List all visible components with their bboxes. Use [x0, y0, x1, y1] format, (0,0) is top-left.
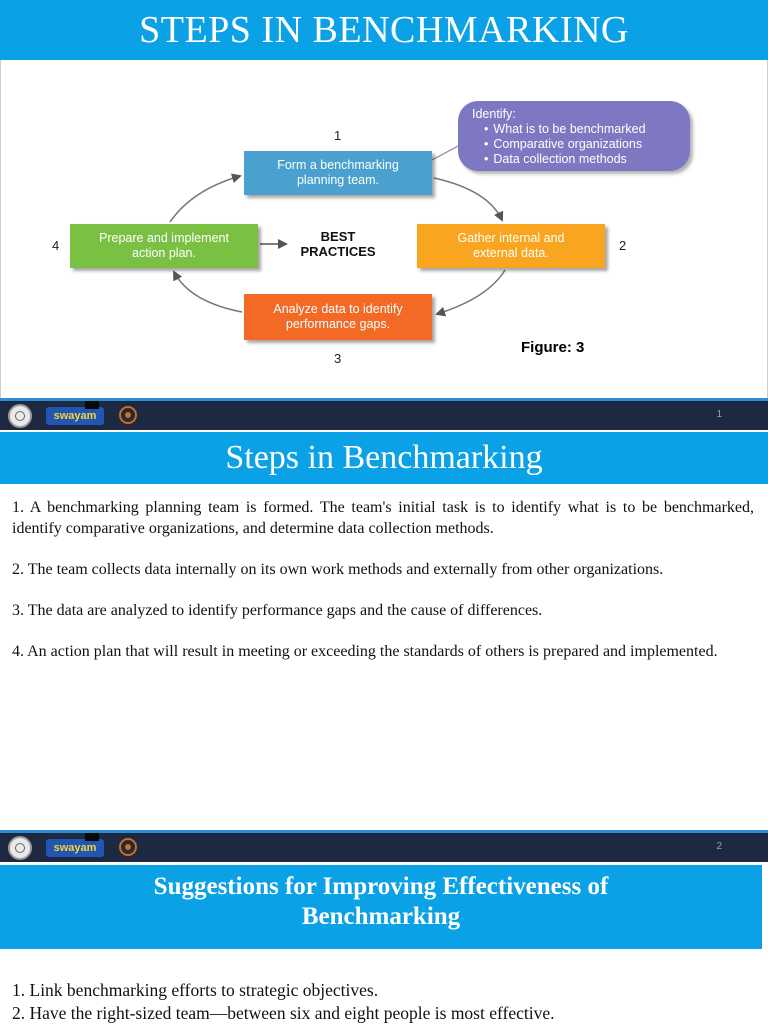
- cycle-arrows: [0, 0, 768, 400]
- identify-item: • Comparative organizations: [484, 137, 676, 152]
- step-3-number: 3: [334, 351, 342, 366]
- graduation-cap-icon: [85, 401, 99, 409]
- step-3-line-2: performance gaps.: [285, 317, 391, 331]
- step-3-line-1: Analyze data to identify: [273, 302, 403, 316]
- step-1-line-2: planning team.: [296, 173, 379, 187]
- list-item: 2. Have the right-sized team—between six and eight people is most effective.: [12, 1003, 555, 1023]
- best-practices-label: [288, 229, 388, 259]
- identify-heading: Identify:: [472, 107, 516, 121]
- step-4-line-1: Prepare and implement: [99, 231, 229, 245]
- swayam-logo: swayam: [46, 839, 104, 857]
- paragraph: 4. An action plan that will result in meeting or exceeding the standards of others is prepared and implemented.: [12, 643, 718, 660]
- slide-2: [0, 432, 768, 832]
- footer-bar-1: [0, 398, 768, 430]
- swayam-logo: swayam: [46, 407, 104, 425]
- step-3-box: [244, 294, 432, 340]
- page-number: 1: [716, 409, 722, 420]
- slide-3-title-line-1: Suggestions for Improving Effectiveness of: [153, 873, 609, 900]
- step-2-box: [417, 224, 605, 268]
- slide-2-body: [12, 497, 754, 682]
- slide-3-title: [0, 865, 762, 949]
- slide-3-title-line-2: Benchmarking: [301, 903, 461, 930]
- institute-seal-icon: [8, 404, 32, 428]
- slide-3: [0, 865, 768, 1024]
- institute-seal-icon: [8, 836, 32, 860]
- slide-1-title: STEPS IN BENCHMARKING: [0, 0, 768, 60]
- slide-2-title: Steps in Benchmarking: [0, 432, 768, 484]
- slide-3-body: [12, 979, 754, 1024]
- paragraph: 2. The team collects data internally on its own work methods and externally from other organizations.: [12, 561, 664, 578]
- graduation-cap-icon: [85, 833, 99, 841]
- step-2-number: 2: [619, 238, 627, 253]
- step-4-number: 4: [52, 238, 60, 253]
- step-2-line-2: external data.: [473, 246, 549, 260]
- arrow-2-to-3: [437, 270, 505, 314]
- nptel-logo-icon: [119, 406, 137, 424]
- paragraph: 3. The data are analyzed to identify performance gaps and the cause of differences.: [12, 602, 543, 619]
- identify-connector: [432, 145, 460, 160]
- arrow-3-to-4: [174, 272, 242, 312]
- slide-1: [0, 0, 768, 400]
- step-1-line-1: Form a benchmarking: [277, 158, 399, 172]
- arrow-4-to-1: [170, 176, 240, 222]
- best-practices-line-2: PRACTICES: [300, 244, 376, 259]
- step-2-line-1: Gather internal and: [457, 231, 565, 245]
- step-1-number: 1: [334, 128, 342, 143]
- arrow-1-to-2: [434, 178, 502, 220]
- best-practices-line-1: BEST: [320, 229, 356, 244]
- paragraph: 1. A benchmarking planning team is formed. The team's initial task is to identify what is to be benchmarked, identify comparative organizations, and determine data collection methods.: [12, 499, 754, 537]
- figure-caption: Figure: 3: [521, 339, 585, 356]
- page-number: 2: [716, 841, 722, 852]
- step-4-box: [70, 224, 258, 268]
- list-item: 1. Link benchmarking efforts to strategic objectives.: [12, 980, 379, 1000]
- identify-item: • Data collection methods: [484, 152, 676, 167]
- step-4-line-2: action plan.: [132, 246, 196, 260]
- identify-callout: [458, 101, 690, 171]
- identify-item: • What is to be benchmarked: [484, 122, 676, 137]
- step-1-box: [244, 151, 432, 195]
- nptel-logo-icon: [119, 838, 137, 856]
- footer-bar-2: [0, 830, 768, 862]
